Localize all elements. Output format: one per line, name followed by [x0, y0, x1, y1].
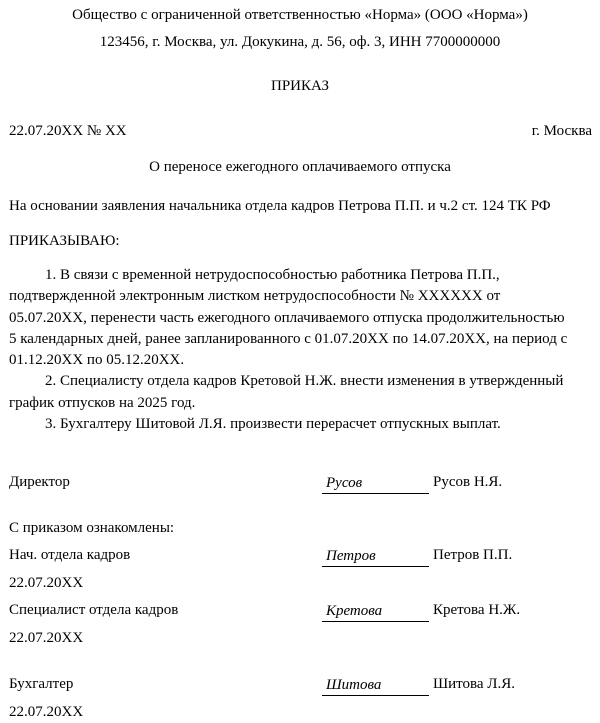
- director-signature-line: [322, 493, 429, 494]
- director-name: Русов Н.Я.: [433, 474, 503, 490]
- director-signature: Русов: [326, 475, 363, 491]
- item-1-line-3: 05.07.20XX, перенести часть ежегодного оплачиваемого отпуска продолжительностью: [9, 309, 565, 326]
- ack-name: Шитова Л.Я.: [433, 676, 515, 692]
- item-1-line-2: подтвержденной электронным листком нетрудоспособности № XXXXXX от: [9, 288, 501, 305]
- organization-name: Общество с ограниченной ответственностью «Норма» (ООО «Норма»): [72, 7, 528, 23]
- organization-address: 123456, г. Москва, ул. Докукина, д. 56, оф. 3, ИНН 7700000000: [99, 34, 501, 50]
- ack-signature-line: [322, 566, 429, 567]
- ack-signature-line: [322, 621, 429, 622]
- order-items: [9, 265, 592, 435]
- ack-position: Бухгалтер: [9, 676, 74, 692]
- ack-signature: Кретова: [326, 603, 383, 619]
- director-position: Директор: [9, 474, 70, 490]
- ack-position: Нач. отдела кадров: [9, 547, 131, 563]
- document-date-number: 22.07.20XX № XX: [9, 123, 127, 139]
- item-2-line-2: график отпусков на 2025 год.: [9, 394, 196, 411]
- item-3-line-1: 3. Бухгалтеру Шитовой Л.Я. произвести перерасчет отпускных выплат.: [45, 416, 501, 433]
- ack-date: 22.07.20XX: [9, 704, 84, 720]
- ack-signature: Петров: [326, 548, 376, 564]
- acknowledged-label: С приказом ознакомлены:: [9, 520, 175, 536]
- document-title: ПРИКАЗ: [271, 78, 329, 94]
- document-city: г. Москва: [531, 123, 592, 139]
- order-word: ПРИКАЗЫВАЮ:: [9, 233, 120, 249]
- ack-name: Петров П.П.: [433, 547, 513, 563]
- ack-signature-line: [322, 695, 429, 696]
- item-1-line-5: 01.12.20XX по 05.12.20XX.: [9, 352, 185, 369]
- ack-position: Специалист отдела кадров: [9, 602, 179, 618]
- item-1-line-1: 1. В связи с временной нетрудоспособностью работника Петрова П.П.,: [45, 267, 500, 283]
- ack-name: Кретова Н.Ж.: [433, 602, 521, 618]
- ack-signature: Шитова: [326, 677, 382, 693]
- ack-date: 22.07.20XX: [9, 630, 84, 646]
- item-1-line-4: 5 календарных дней, ранее запланированного с 01.07.20XX по 14.07.20XX, на период с: [9, 330, 568, 347]
- item-2-line-1: 2. Специалисту отдела кадров Кретовой Н.Ж. внести изменения в утвержденный: [45, 373, 564, 390]
- order-basis: На основании заявления начальника отдела кадров Петрова П.П. и ч.2 ст. 124 ТК РФ: [9, 198, 551, 214]
- document-subject: О переносе ежегодного оплачиваемого отпуска: [149, 159, 451, 175]
- ack-date: 22.07.20XX: [9, 575, 84, 591]
